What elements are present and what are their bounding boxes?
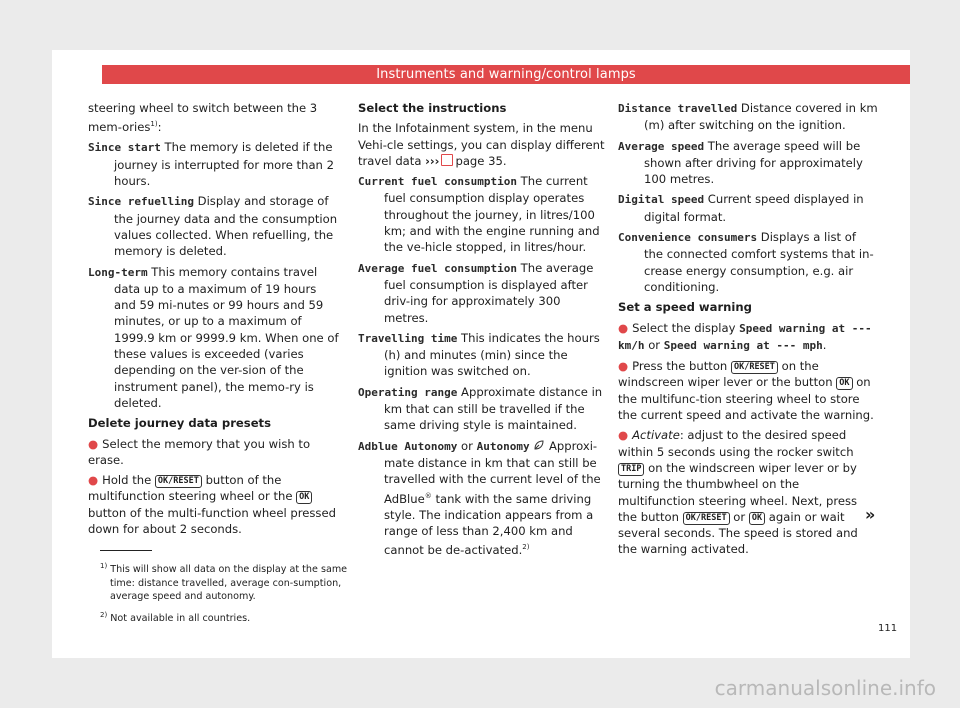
intro-text: In the Infotainment system, in the menu Vehi-cle settings, you can display different travel data ››› page 35. <box>358 121 605 168</box>
section-heading: Select the instructions <box>358 101 507 115</box>
okreset-key-icon: OK/RESET <box>683 512 730 525</box>
bullet-item: ● Select the display Speed warning at --- km/h or Speed warning at --- mph. <box>618 320 872 352</box>
bullet-item: ● Activate: adjust to the desired speed within 5 seconds using the rocker switch TRIP on the windscreen wiper lever or by turning the thumbwheel on the multifunction steering wheel. Next, press the button OK/RESET or OK again or wait several seconds. The speed is stored and the warning activated. <box>618 428 858 557</box>
watermark: carmanualsonline.info <box>714 676 936 700</box>
page-link[interactable]: page 35 <box>455 153 503 168</box>
list-item: Travelling time This indicates the hours (h) and minutes (min) since the ignition was switched on. <box>358 330 600 379</box>
footnotes <box>100 560 350 630</box>
footnote: $^{1)}$ This will show all data on the display at the same time: distance travelled, average con-sumption, average speed and autonomy. <box>100 562 348 603</box>
page-header: Instruments and warning/control lamps <box>102 65 910 84</box>
footnote-divider <box>100 550 152 551</box>
list-item: Distance travelled Distance covered in km (m) after switching on the ignition. <box>618 101 878 133</box>
column-1 <box>88 100 340 541</box>
okreset-key-icon: OK/RESET <box>731 361 778 374</box>
list-item: Average speed The average speed will be shown after driving for approximately 100 metres. <box>618 138 863 187</box>
trip-key-icon: TRIP <box>618 463 644 476</box>
list-item: Since start The memory is deleted if the journey is interrupted for more than 2 hours. <box>88 140 334 189</box>
section-heading: Delete journey data presets <box>88 416 271 431</box>
eco-leaf-icon <box>533 439 545 451</box>
intro-text: steering wheel to switch between the 3 mem-ories$^{1)}$: <box>88 101 318 135</box>
list-item: Adblue Autonomy or Autonomy Approxi-mate distance in km that can still be travelled with the current level of the AdBlue® tank with the same driving style. The indication appears from a range of less than 2,400 km and cannot be de-activated.$^{2)}$ <box>358 438 601 558</box>
list-item: Average fuel consumption The average fuel consumption is displayed after driv-ing for approximately 300 metres. <box>358 260 594 325</box>
list-item: Operating range Approximate distance in km that can still be travelled if the same driving style is maintained. <box>358 384 603 433</box>
manual-page <box>52 50 910 658</box>
continue-chevron-icon: » <box>865 505 876 524</box>
list-item: Long-term This memory contains travel data up to a maximum of 19 hours and 59 mi-nutes or 99 hours and 59 minutes, or up to a maximum of 1999.9 km or 9999.9 km. When one of these values is exceeded (varies depending on the ver-sion of the instrument panel), the memo-ry is deleted. <box>88 264 339 410</box>
page-number: 111 <box>878 623 898 634</box>
section-heading: Set a speed warning <box>618 300 752 315</box>
bullet-item: ● Hold the OK/RESET button of the multifunction steering wheel or the OK button of the multi-function wheel pressed down for about 2 seconds. <box>88 473 336 536</box>
ok-key-icon: OK <box>749 512 765 525</box>
book-icon <box>441 154 453 166</box>
ok-key-icon: OK <box>836 377 852 390</box>
list-item: Convenience consumers Displays a list of the connected comfort systems that in-crease energy consumption, e.g. air conditioning. <box>618 230 874 294</box>
column-2 <box>358 100 606 562</box>
list-item: Digital speed Current speed displayed in digital format. <box>618 192 864 224</box>
bullet-item: ● Select the memory that you wish to erase. <box>88 436 311 467</box>
list-item: Since refuelling Display and storage of the journey data and the consumption values collected. When refuelling, the memory is deleted. <box>88 194 338 259</box>
footnote: $^{2)}$ Not available in all countries. <box>100 610 251 624</box>
column-3 <box>618 100 878 562</box>
bullet-item: ● Press the button OK/RESET on the windscreen wiper lever or the button OK on the multifunc-tion steering wheel to store the current speed and activate the warning. <box>618 359 874 423</box>
okreset-key-icon: OK/RESET <box>155 475 202 488</box>
ok-key-icon: OK <box>296 491 312 504</box>
list-item: Current fuel consumption The current fuel consumption display operates throughout the journey, in litres/100 km; and with the engine running and the ve-hicle stopped, in litres/hour. <box>358 174 600 255</box>
